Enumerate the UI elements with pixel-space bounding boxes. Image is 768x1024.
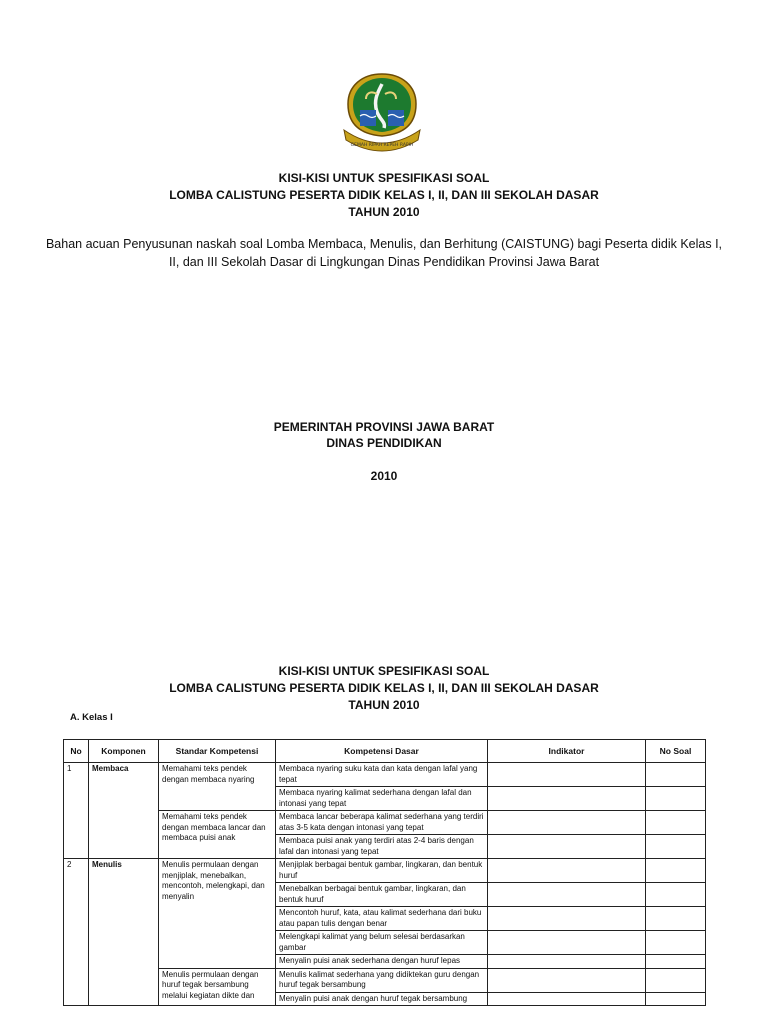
cell-no-soal — [646, 992, 706, 1006]
cell-no-soal — [646, 907, 706, 931]
cell-standar-kompetensi: Memahami teks pendek dengan membaca lancar dan membaca puisi anak — [159, 811, 276, 859]
header-kompetensi: Kompetensi Dasar — [276, 740, 488, 763]
gov-line-2: DINAS PENDIDIKAN — [326, 436, 442, 450]
west-java-emblem — [340, 70, 424, 158]
cell-indikator — [488, 811, 646, 835]
cell-no-soal — [646, 787, 706, 811]
cell-indikator — [488, 992, 646, 1006]
section-title-line-2: LOMBA CALISTUNG PESERTA DIDIK KELAS I, II, DAN III SEKOLAH DASAR — [169, 681, 599, 695]
document-title — [0, 170, 768, 221]
emblem-motto: GEMAH RIPAH REPEH RAPIH — [350, 143, 414, 148]
table-row — [64, 763, 706, 787]
cell-indikator — [488, 835, 646, 859]
section-title — [0, 663, 768, 714]
header-no: No — [64, 740, 89, 763]
cell-indikator — [488, 763, 646, 787]
cell-kompetensi-dasar: Membaca nyaring suku kata dan kata dengan lafal yang tepat — [276, 763, 488, 787]
cell-no-soal — [646, 883, 706, 907]
table-body — [64, 763, 706, 1006]
gov-year: 2010 — [370, 469, 398, 483]
cell-no-soal — [646, 763, 706, 787]
cell-indikator — [488, 907, 646, 931]
cell-indikator — [488, 968, 646, 992]
title-line-1: KISI-KISI UNTUK SPESIFIKASI SOAL — [278, 171, 490, 185]
section-title-line-1: KISI-KISI UNTUK SPESIFIKASI SOAL — [278, 664, 490, 678]
cell-indikator — [488, 931, 646, 955]
table-row — [64, 811, 706, 835]
cell-no-soal — [646, 811, 706, 835]
cell-kompetensi-dasar: Melengkapi kalimat yang belum selesai berdasarkan gambar — [276, 931, 488, 955]
cell-kompetensi-dasar: Membaca nyaring kalimat sederhana dengan lafal dan intonasi yang tepat — [276, 787, 488, 811]
cell-indikator — [488, 787, 646, 811]
header-indikator: Indikator — [488, 740, 646, 763]
cell-komponen: Menulis — [89, 859, 159, 1006]
cell-no: 1 — [64, 763, 89, 859]
subsection-heading: A. Kelas I — [70, 712, 113, 723]
cell-standar-kompetensi: Menulis permulaan dengan huruf tegak bersambung melalui kegiatan dikte dan — [159, 968, 276, 1006]
cell-no: 2 — [64, 859, 89, 1006]
cell-kompetensi-dasar: Menyalin puisi anak sederhana dengan huruf lepas — [276, 955, 488, 969]
cell-no-soal — [646, 835, 706, 859]
cell-no-soal — [646, 955, 706, 969]
cell-kompetensi-dasar: Menulis kalimat sederhana yang didiktekan guru dengan huruf tegak bersambung — [276, 968, 488, 992]
gov-line-1: PEMERINTAH PROVINSI JAWA BARAT — [273, 420, 495, 434]
table-header-row — [64, 740, 706, 763]
title-line-2: LOMBA CALISTUNG PESERTA DIDIK KELAS I, II, DAN III SEKOLAH DASAR — [169, 188, 599, 202]
table-row — [64, 859, 706, 883]
cell-kompetensi-dasar: Membaca puisi anak yang terdiri atas 2-4 baris dengan lafal dan intonasi yang tepat — [276, 835, 488, 859]
cell-kompetensi-dasar: Mencontoh huruf, kata, atau kalimat sederhana dari buku atau papan tulis dengan benar — [276, 907, 488, 931]
header-standar: Standar Kompetensi — [159, 740, 276, 763]
cell-indikator — [488, 883, 646, 907]
cell-no-soal — [646, 931, 706, 955]
title-line-3: TAHUN 2010 — [348, 205, 420, 219]
cell-kompetensi-dasar: Menjiplak berbagai bentuk gambar, lingkaran, dan bentuk huruf — [276, 859, 488, 883]
cell-standar-kompetensi: Menulis permulaan dengan menjiplak, menebalkan, mencontoh, melengkapi, dan menyalin — [159, 859, 276, 969]
cell-indikator — [488, 859, 646, 883]
cell-no-soal — [646, 859, 706, 883]
cell-kompetensi-dasar: Membaca lancar beberapa kalimat sederhana yang terdiri atas 3-5 kata dengan intonasi yang tepat — [276, 811, 488, 835]
intro-paragraph: Bahan acuan Penyusunan naskah soal Lomba Membaca, Menulis, dan Berhitung (CAISTUNG) bagi Peserta didik Kelas I, II, dan III Sekolah Dasar di Lingkungan Dinas Pendidikan Provinsi Jawa Barat — [45, 237, 723, 269]
cell-indikator — [488, 955, 646, 969]
cell-standar-kompetensi: Memahami teks pendek dengan membaca nyaring — [159, 763, 276, 811]
cell-komponen: Membaca — [89, 763, 159, 859]
header-komponen: Komponen — [89, 740, 159, 763]
cell-kompetensi-dasar: Menebalkan berbagai bentuk gambar, lingkaran, dan bentuk huruf — [276, 883, 488, 907]
table-row — [64, 968, 706, 992]
government-heading — [0, 419, 768, 451]
header-no-soal: No Soal — [646, 740, 706, 763]
section-title-line-3: TAHUN 2010 — [348, 698, 420, 712]
cell-kompetensi-dasar: Menyalin puisi anak dengan huruf tegak bersambung — [276, 992, 488, 1006]
kisi-kisi-table — [63, 739, 706, 1006]
cell-no-soal — [646, 968, 706, 992]
